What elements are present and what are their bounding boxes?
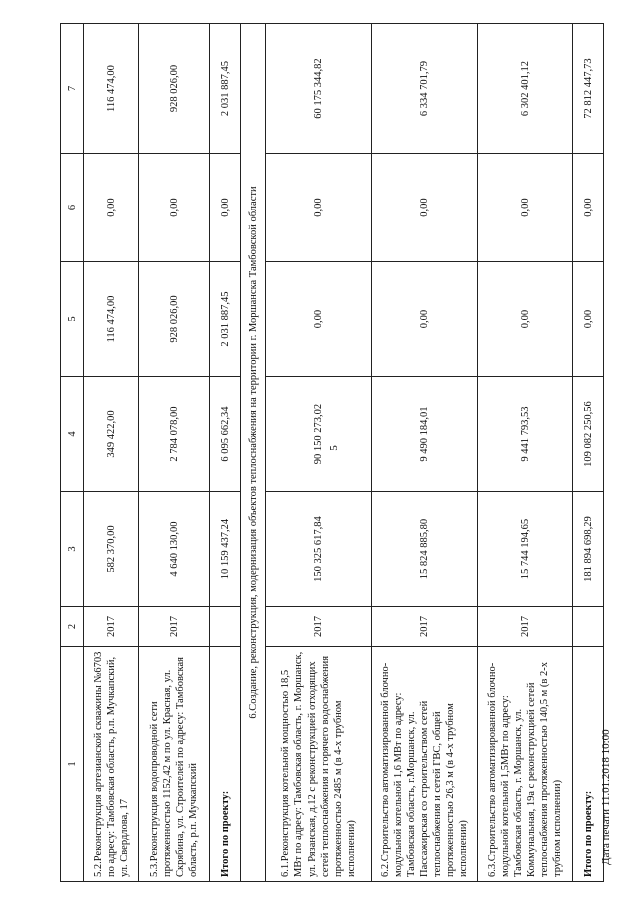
table-row	[84, 24, 139, 882]
project-name: 6.3.Строительство автоматизированной блочно-модульной котельной 1,5МВт по адресу: Тамбовская область, г. Моршанск, ул. Коммунальная, 19а с реконструкцией сетей теплоснабжения протяженностью 140,5 м (в 2-х трубном исполнении)	[477, 647, 573, 882]
value-cell: 15 824 885,80	[372, 492, 478, 607]
total-value: 6 095 662,34	[210, 377, 241, 492]
value-cell: 2 784 078,00	[139, 377, 210, 492]
total-value: 2 031 887,45	[210, 262, 241, 377]
value-cell: 90 150 273,02	[266, 377, 372, 492]
header-cell: 3	[61, 492, 84, 607]
value-cell: 4 640 130,00	[139, 492, 210, 607]
budget-table	[60, 23, 604, 882]
header-cell: 2	[61, 607, 84, 647]
table-row	[372, 24, 478, 882]
value-cell: 116 474,00	[84, 24, 139, 154]
value-cell: 0,00	[477, 154, 573, 262]
value-cell: 116 474,00	[84, 262, 139, 377]
project-name: 5.2.Реконструкция артезианской скважины №6703 по адресу: Тамбовская область, р.п. Мучкапский, ул. Свердлова, 17	[84, 647, 139, 882]
value-cell: 349 422,00	[84, 377, 139, 492]
value-cell: 928 026,00	[139, 262, 210, 377]
total-row	[573, 24, 604, 882]
header-row	[61, 24, 84, 882]
value-cell: 0,00	[266, 262, 372, 377]
table-row	[266, 24, 372, 882]
table-row	[477, 24, 573, 882]
value-cell: 0,00	[372, 154, 478, 262]
value-cell: 0,00	[266, 154, 372, 262]
page-number: 5	[328, 445, 340, 451]
total-label: Итого по проекту:	[573, 647, 604, 882]
value-cell: 928 026,00	[139, 24, 210, 154]
total-value: 181 894 698,29	[573, 492, 604, 607]
print-date: Дата печати 11.01.2018 10:00	[600, 729, 612, 865]
header-cell: 6	[61, 154, 84, 262]
year-cell: 2017	[84, 607, 139, 647]
value-cell: 0,00	[84, 154, 139, 262]
value-cell: 60 175 344,82	[266, 24, 372, 154]
value-cell: 0,00	[477, 262, 573, 377]
section-row	[240, 24, 265, 882]
year-cell: 2017	[266, 607, 372, 647]
empty-cell	[210, 607, 241, 647]
value-cell: 0,00	[372, 262, 478, 377]
total-label: Итого по проекту:	[210, 647, 241, 882]
total-value: 10 159 437,24	[210, 492, 241, 607]
section-title: 6.Создание, реконструкция, модернизация объектов теплоснабжения на территории г. Моршанска Тамбовской области	[240, 24, 265, 882]
value-cell: 6 302 401,12	[477, 24, 573, 154]
value-cell: 6 334 701,79	[372, 24, 478, 154]
value-cell: 15 744 194,65	[477, 492, 573, 607]
header-cell: 1	[61, 647, 84, 882]
budget-table-container	[60, 24, 604, 882]
header-cell: 4	[61, 377, 84, 492]
value-cell: 9 490 184,01	[372, 377, 478, 492]
total-value: 109 082 250,56	[573, 377, 604, 492]
total-value: 72 812 447,73	[573, 24, 604, 154]
value-cell: 582 370,00	[84, 492, 139, 607]
project-name: 6.1.Реконструкция котельной мощностью 18,5 МВт по адресу: Тамбовская область, г. Моршанск, ул. Рязанская, д.12 с реконструкцией отходящих сетей теплоснабжения и горячего водоснабжения протяженностью 2485 м (в 4-х трубном исполнении)	[266, 647, 372, 882]
year-cell: 2017	[372, 607, 478, 647]
year-cell: 2017	[139, 607, 210, 647]
total-value: 0,00	[210, 154, 241, 262]
table-row	[139, 24, 210, 882]
empty-cell	[573, 607, 604, 647]
year-cell: 2017	[477, 607, 573, 647]
total-row	[210, 24, 241, 882]
project-name: 6.2.Строительство автоматизированной блочно-модульной котельной 1,6 МВт по адресу: Тамбовская область, г.Моршанск, ул. Пассажирская со строительством сетей теплоснабжения и сетей ГВС, общей протяженностью 26,3 м (в 4-х трубном исполнении)	[372, 647, 478, 882]
value-cell: 0,00	[139, 154, 210, 262]
value-cell: 9 441 793,53	[477, 377, 573, 492]
header-cell: 5	[61, 262, 84, 377]
total-value: 0,00	[573, 262, 604, 377]
value-cell: 150 325 617,84	[266, 492, 372, 607]
project-name: 5.3.Реконструкция водопроводной сети протяженностью 1152,42 м по ул. Красная, ул. Скрябина, ул. Строителей по адресу: Тамбовская область, р.п. Мучкапский	[139, 647, 210, 882]
header-cell: 7	[61, 24, 84, 154]
total-value: 2 031 887,45	[210, 24, 241, 154]
total-value: 0,00	[573, 154, 604, 262]
